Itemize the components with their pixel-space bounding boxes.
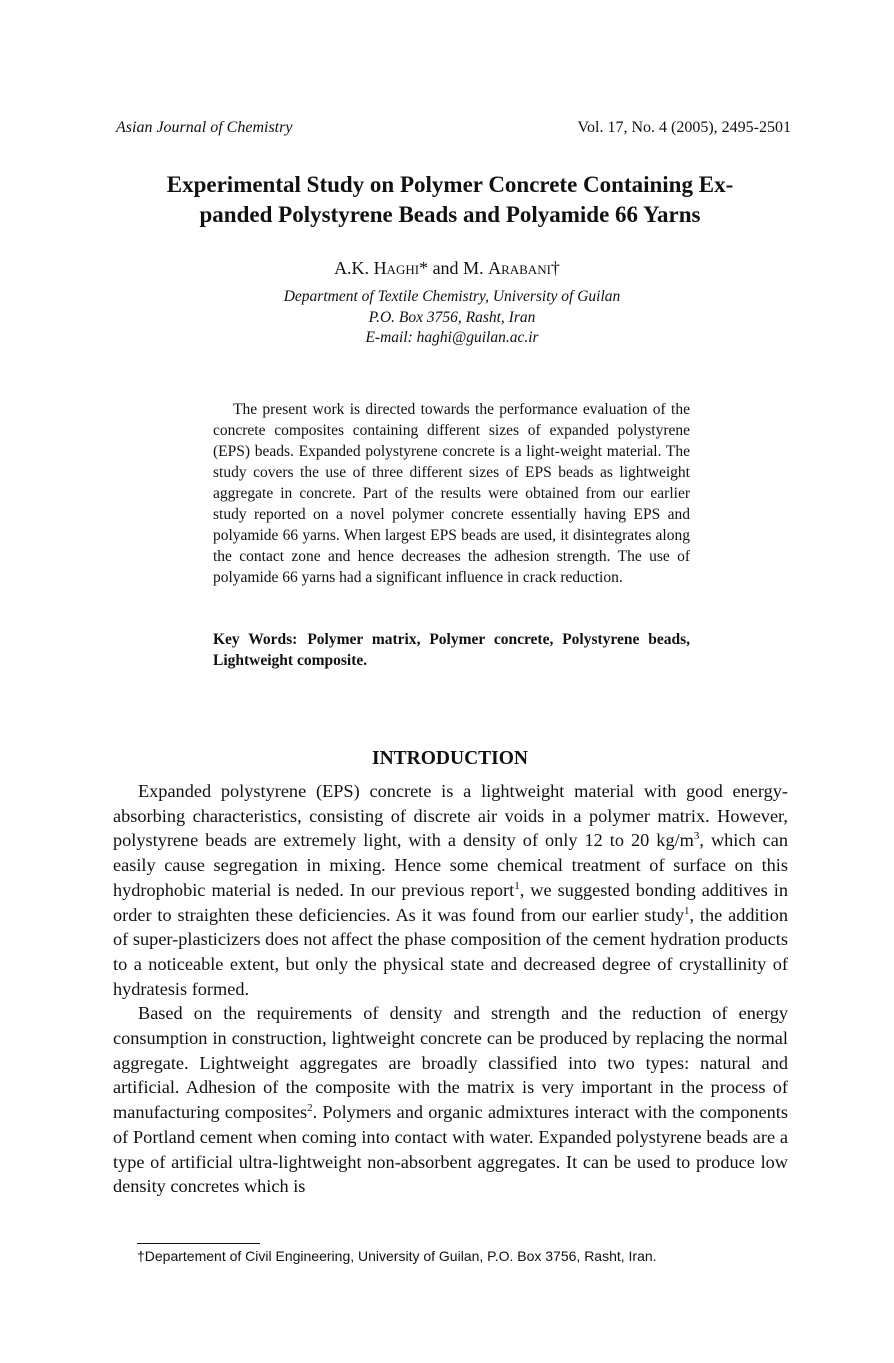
title-line-1: Experimental Study on Polymer Concrete Containing Ex- <box>166 172 734 197</box>
intro-paragraph-1 <box>113 779 788 1001</box>
author-2-initials: M. <box>463 258 489 278</box>
keywords-text: Polymer matrix, Polymer concrete, Polystyrene beads, Lightweight composite. <box>213 631 691 669</box>
p2-text-b: . Polymers and organic admixtures interact with the components of Portland cement when coming into contact with water. Expanded polystyrene beads are a type of artificial ultra-lightweight non-absorbent aggregates. It can be used to produce low density concretes which is <box>113 1102 788 1197</box>
author-1-surname: Haghi <box>373 258 420 278</box>
p1-text-c: , we suggested bonding additives in order to straighten these deficiencies. As it was found from our earlier study <box>113 879 789 925</box>
keywords-label: Key Words: <box>213 631 298 648</box>
author-conjunction: and <box>428 258 464 278</box>
author-1-mark: * <box>419 258 429 278</box>
p1-superscript-unit: 3 <box>693 830 700 843</box>
p1-text-a: Expanded polystyrene (EPS) concrete is a lightweight material with good energy-absorbing characteristics, consisting of discrete air voids in a polymer matrix. However, polystyrene beads are extremely light, with a density of only 12 to 20 kg/m <box>113 781 788 851</box>
introduction-body <box>113 779 788 1199</box>
introduction-heading: INTRODUCTION <box>371 748 529 769</box>
volume-info: Vol. 17, No. 4 (2005), 2495-2501 <box>577 119 791 136</box>
author-2-mark: † <box>550 258 560 278</box>
title-line-2: panded Polystyrene Beads and Polyamide 66 Yarns <box>199 202 701 227</box>
keywords <box>213 629 690 671</box>
p2-text-a: Based on the requirements of density and strength and the reduction of energy consumption in construction, lightweight concrete can be produced by replacing the normal aggregate. Lightweight aggregates are broadly classified into two types: natural and artificial. Adhesion of the composite with the matrix is very important in the process of manufacturing composites <box>113 1003 788 1123</box>
affiliation-address: P.O. Box 3756, Rasht, Iran <box>368 308 536 326</box>
paper-title <box>120 170 780 230</box>
p1-citation-1: 1 <box>514 879 520 892</box>
journal-name: Asian Journal of Chemistry <box>116 119 293 136</box>
abstract: The present work is directed towards the performance evaluation of the concrete composites containing different sizes of expanded polystyrene (EPS) beads. Expanded polystyrene concrete is a light-weight material. The study covers the use of three different sizes of EPS beads as lightweight aggregate in concrete. Part of the results were obtained from our earlier study reported on a novel polymer concrete essentially having EPS and polyamide 66 yarns. When largest EPS beads are used, it disintegrates along the contact zone and hence decreases the adhesion strength. The use of polyamide 66 yarns had a significant influence in crack reduction. <box>213 401 690 586</box>
author-2-surname: Arabani <box>488 258 551 278</box>
affiliation <box>0 287 894 349</box>
affiliation-email: E-mail: haghi@guilan.ac.ir <box>365 329 539 346</box>
footnote-divider <box>137 1243 260 1244</box>
p1-text-d: , the addition of super-plasticizers does not affect the phase composition of the cement hydration products to a noticeable extent, but only the physical state and decreased degree of crystallinity of hydratesis formed. <box>113 904 788 999</box>
footnote: †Departement of Civil Engineering, University of Guilan, P.O. Box 3756, Rasht, Iran. <box>137 1248 657 1264</box>
p1-citation-2: 1 <box>684 904 690 917</box>
intro-paragraph-2 <box>113 1001 788 1199</box>
author-list <box>0 258 894 279</box>
p2-citation-1: 2 <box>307 1102 313 1115</box>
affiliation-department: Department of Textile Chemistry, University of Guilan <box>283 288 621 305</box>
author-1-initials: A.K. <box>334 258 374 278</box>
p1-text-b: , which can easily cause segregation in mixing. Hence some chemical treatment of surface on this hydrophobic material is neded. In our previous report <box>113 830 788 900</box>
